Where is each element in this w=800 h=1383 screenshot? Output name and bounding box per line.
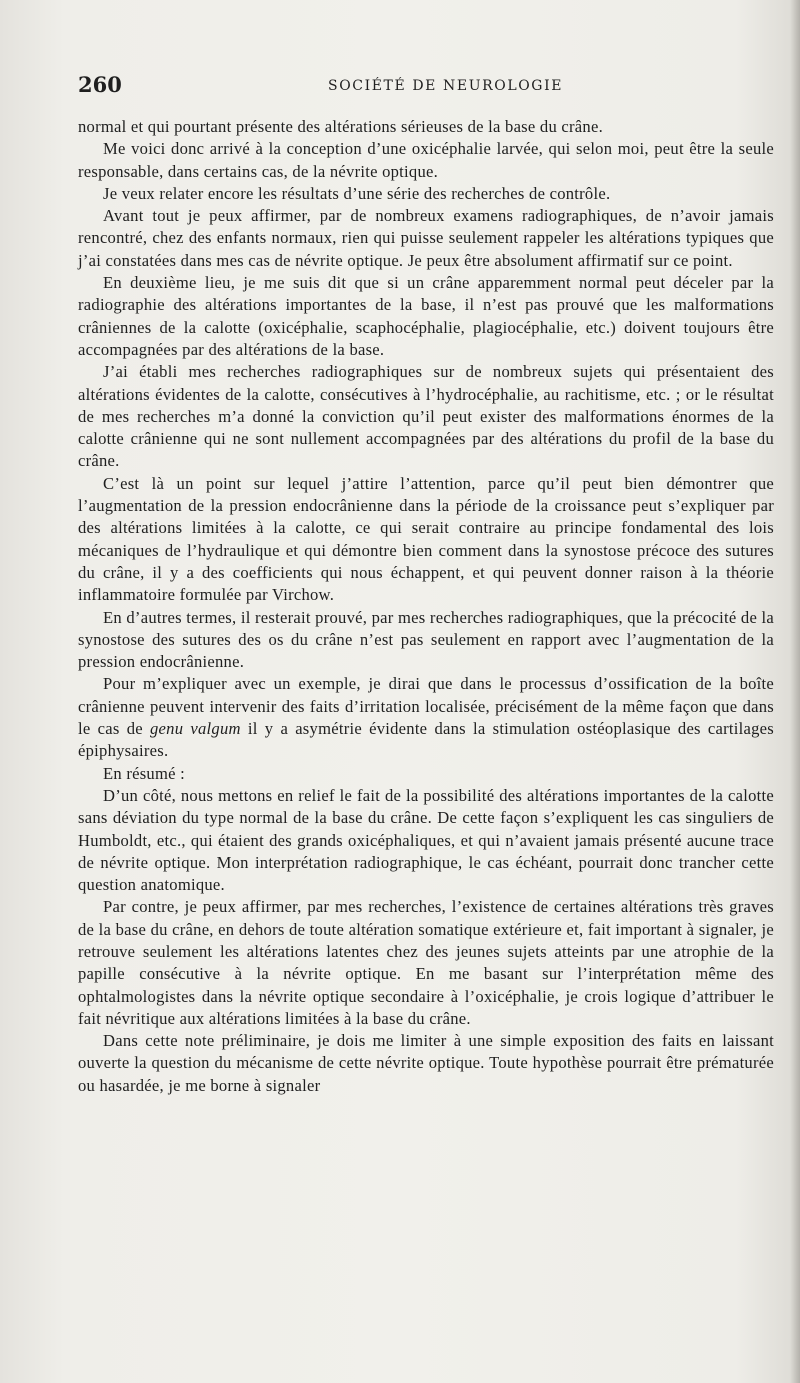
paragraph: J’ai établi mes recherches radiographiques sur de nombreux sujets qui présentaient des altérations évidentes de la calotte, consécutives à l’hydrocéphalie, au rachitisme, etc. ; or le résultat de mes recherches m’a donné la conviction qu’il peut exister des malformations énormes de la calotte crânienne qui ne sont nullement accompagnées par des altérations du profil de la base du crâne.	[78, 362, 774, 471]
page-number: 260	[78, 72, 122, 97]
paragraph: C’est là un point sur lequel j’attire l’attention, parce qu’il peut bien démontrer que l’augmentation de la pression endocrânienne dans la période de la croissance peut s’expliquer par des altérations limitées à la calotte, ce qui serait contraire au principe fondamental des lois mécaniques de l’hydraulique et qui démontre bien comment dans la synostose précoce des sutures du crâne, il y a des coefficients qui nous échappent, et qui peuvent donner raison à la théorie inflammatoire formulée par Virchow.	[78, 473, 774, 605]
paragraph: En résumé :	[103, 763, 186, 783]
paragraph: Me voici donc arrivé à la conception d’une oxicéphalie larvée, qui selon moi, peut être la seule responsable, dans certains cas, de la névrite optique.	[78, 139, 774, 181]
paragraph: normal et qui pourtant présente des altérations sérieuses de la base du crâne.	[78, 117, 603, 136]
running-title: SOCIÉTÉ DE NEUROLOGIE	[328, 78, 564, 94]
body-text	[78, 116, 774, 1097]
italic-term: genu valgum	[150, 719, 241, 739]
page-header	[78, 72, 778, 102]
paragraph: Dans cette note préliminaire, je dois me limiter à une simple exposition des faits en laissant ouverte la question du mécanisme de cette névrite optique. Toute hypothèse pourrait être prématurée ou hasardée, je me borne à signaler	[78, 1031, 774, 1095]
paragraph	[78, 673, 774, 762]
paragraph: Par contre, je peux affirmer, par mes recherches, l’existence de certaines altérations très graves de la base du crâne, en dehors de toute altération somatique extérieure et, fait important à signaler, je retrouve seulement les altérations latentes chez des jeunes sujets atteints par une atrophie de la papille consécutive à la névrite optique. En me basant sur l’interprétation même des ophtalmologistes dans la névrite optique secondaire à l’oxicéphalie, je crois logique d’attribuer le fait névritique aux altérations limitées à la base du crâne.	[78, 897, 774, 1028]
paragraph: D’un côté, nous mettons en relief le fait de la possibilité des altérations importantes de la calotte sans déviation du type normal de la base du crâne. De cette façon s’expliquent les cas singuliers de Humboldt, etc., qui étaient des grands oxicéphaliques, et qui n’avaient jamais présenté aucune trace de névrite optique. Mon interprétation radiographique, le cas échéant, pourrait donc trancher cette question anatomique.	[78, 785, 774, 895]
paragraph: En d’autres termes, il resterait prouvé, par mes recherches radiographiques, que la précocité de la synostose des sutures des os du crâne n’est pas seulement en rapport avec l’augmentation de la pression endocrânienne.	[78, 607, 774, 672]
paragraph: Avant tout je peux affirmer, par de nombreux examens radiographiques, de n’avoir jamais rencontré, chez des enfants normaux, rien qui puisse seulement rappeler les altérations typiques que j’ai constatées dans mes cas de névrite optique. Je peux être absolument affirmatif sur ce point.	[78, 206, 774, 270]
paragraph: En deuxième lieu, je me suis dit que si un crâne apparemment normal peut déceler par la radiographie des altérations importantes de la base, il n’est pas prouvé que les malformations crâniennes de la calotte (oxicéphalie, scaphocéphalie, plagiocéphalie, etc.) doivent toujours être accompagnées par des altérations de la base.	[78, 273, 774, 359]
text-run: Pour m’expliquer avec un exemple, je dirai que dans le processus d’ossification de la boîte crânienne peuvent intervenir des faits d’irritation localisée, précisément de la même façon que dans le cas de	[78, 674, 774, 739]
text-run: il y a asymétrie évidente dans la stimulation ostéoplasique des cartilages épiphysaires.	[78, 719, 774, 761]
page-edge-shadow	[790, 0, 800, 1383]
paragraph: Je veux relater encore les résultats d’une série des recherches de contrôle.	[103, 183, 611, 203]
